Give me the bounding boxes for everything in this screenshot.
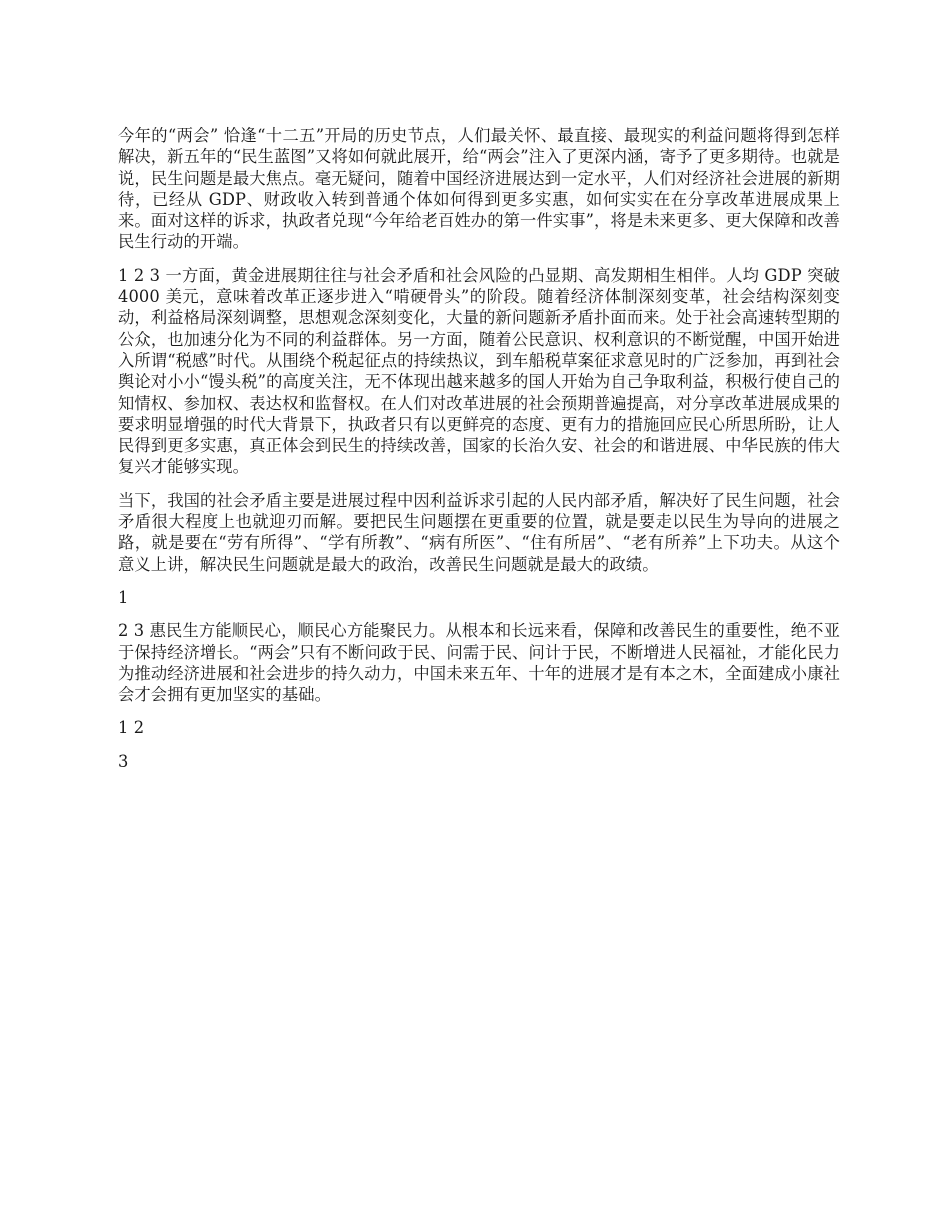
paragraph-benefit-people: 2 3 惠民生方能顺民心，顺民心方能聚民力。从根本和长远来看，保障和改善民生的重要性，绝不亚于保持经济增长。“两会”只有不断问政于民、问需于民、问计于民，不断增进人民福祉，才能化民力为推动经济进展和社会进步的持久动力，中国未来五年、十年的进展才是有本之木，全面建成小康社会才会拥有更加坚实的基础。 — [118, 621, 840, 705]
document-page — [118, 125, 840, 784]
paragraph-social-contradictions: 1 2 3 一方面，黄金进展期往往与社会矛盾和社会风险的凸显期、高发期相生相伴。人均 GDP 突破 4000 美元，意味着改革正逐步进入“啃硬骨头”的阶段。随着经济体制深刻变革，社会结构深刻变动，利益格局深刻调整，思想观念深刻变化，大量的新问题新矛盾扑面而来。处于社会高速转型期的公众，也加速分化为不同的利益群体。另一方面，随着公民意识、权利意识的不断觉醒，中国开始进入所谓“税感”时代。从围绕个税起征点的持续热议，到车船税草案征求意见时的广泛参加，再到社会舆论对小小“馒头税”的高度关注，无不体现出越来越多的国人开始为自己争取利益，积极行使自己的知情权、参加权、表达权和监督权。在人们对改革进展的社会预期普遍提高，对分享改革进展成果的要求明显增强的时代大背景下，执政者只有以更鲜亮的态度、更有力的措施回应民心所思所盼，让人民得到更多实惠，真正体会到民生的持续改善，国家的长治久安、社会的和谐进展、中华民族的伟大复兴才能够实现。 — [118, 265, 840, 477]
paragraph-marker-1: 1 — [118, 587, 129, 607]
paragraph-livelihood-politics: 当下，我国的社会矛盾主要是进展过程中因利益诉求引起的人民内部矛盾，解决好了民生问题，社会矛盾很大程度上也就迎刃而解。要把民生问题摆在更重要的位置，就是要走以民生为导向的进展之路，就是要在“劳有所得”、“学有所教”、“病有所医”、“住有所居”、“老有所养”上下功夫。从这个意义上讲，解决民生问题就是最大的政治，改善民生问题就是最大的政绩。 — [118, 490, 840, 574]
paragraph-marker-3: 3 — [118, 751, 129, 771]
paragraph-lianghui-intro: 今年的“两会” 恰逢“十二五”开局的历史节点，人们最关怀、最直接、最现实的利益问题将得到怎样解决，新五年的“民生蓝图”又将如何就此展开，给“两会”注入了更深内涵，寄予了更多期待。也就是说，民生问题是最大焦点。毫无疑问，随着中国经济进展达到一定水平，人们对经济社会进展的新期待，已经从 GDP、财政收入转到普通个体如何得到更多实惠，如何实实在在分享改革进展成果上来。面对这样的诉求，执政者兑现“今年给老百姓办的第一件实事”，将是未来更多、更大保障和改善民生行动的开端。 — [118, 126, 840, 252]
paragraph-marker-1-2: 1 2 — [118, 718, 145, 738]
